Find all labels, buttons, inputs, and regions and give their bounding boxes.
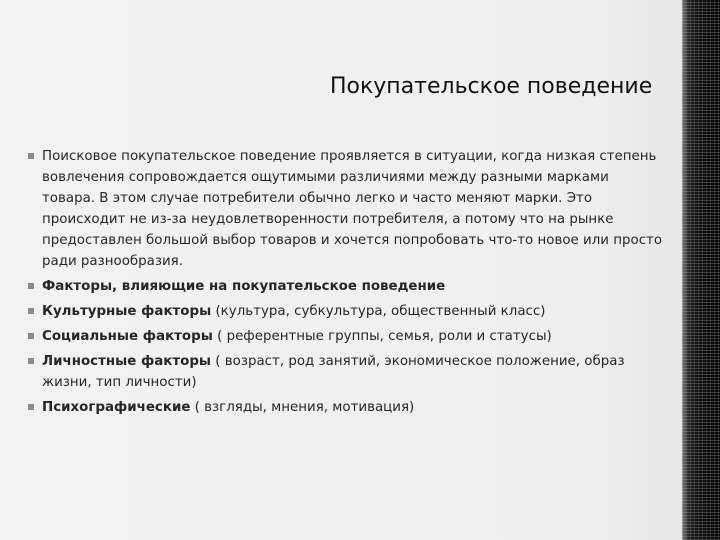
bullet-list bbox=[28, 146, 664, 422]
square-bullet-icon bbox=[28, 308, 34, 314]
bullet-item-factors bbox=[28, 276, 664, 297]
bullet-text: ( взгляды, мнения, мотивация) bbox=[190, 400, 415, 415]
bullet-text: ( возраст, род занятий, экономическое положение, образ жизни, тип личности) bbox=[42, 354, 625, 390]
bullet-text: ( референтные группы, семья, роли и статусы) bbox=[212, 329, 552, 344]
bullet-item-psychographic bbox=[28, 397, 664, 418]
bullet-bold-text: Психографические bbox=[42, 400, 191, 415]
slide-title: Покупательское поведение bbox=[330, 74, 653, 99]
square-bullet-icon bbox=[28, 283, 34, 289]
bullet-text: (культура, субкультура, общественный класс) bbox=[211, 304, 546, 319]
bullet-item-search-behavior bbox=[28, 146, 664, 272]
bullet-bold-text: Факторы, влияющие на покупательское поведение bbox=[42, 279, 446, 294]
bullet-item-cultural bbox=[28, 301, 664, 322]
square-bullet-icon bbox=[28, 333, 34, 339]
bullet-bold-text: Культурные факторы bbox=[42, 304, 212, 319]
bullet-item-personal bbox=[28, 351, 664, 393]
decorative-edge-strip bbox=[682, 0, 720, 540]
bullet-text: Поисковое покупательское поведение проявляется в ситуации, когда низкая степень вовлечения сопровождается ощутимыми различиями между разными марками товара. В этом случае потребители обычно легко и часто меняют марки. Это происходит не из-за неудовлетворенности потребителя, а потому что на рынке предоставлен большой выбор товаров и хочется попробовать что-то новое или просто ради разнообразия. bbox=[42, 149, 663, 269]
bullet-bold-text: Социальные факторы bbox=[42, 329, 213, 344]
bullet-bold-text: Личностные факторы bbox=[42, 354, 212, 369]
square-bullet-icon bbox=[28, 358, 34, 364]
bullet-item-social bbox=[28, 326, 664, 347]
square-bullet-icon bbox=[28, 404, 34, 410]
square-bullet-icon bbox=[28, 153, 34, 159]
